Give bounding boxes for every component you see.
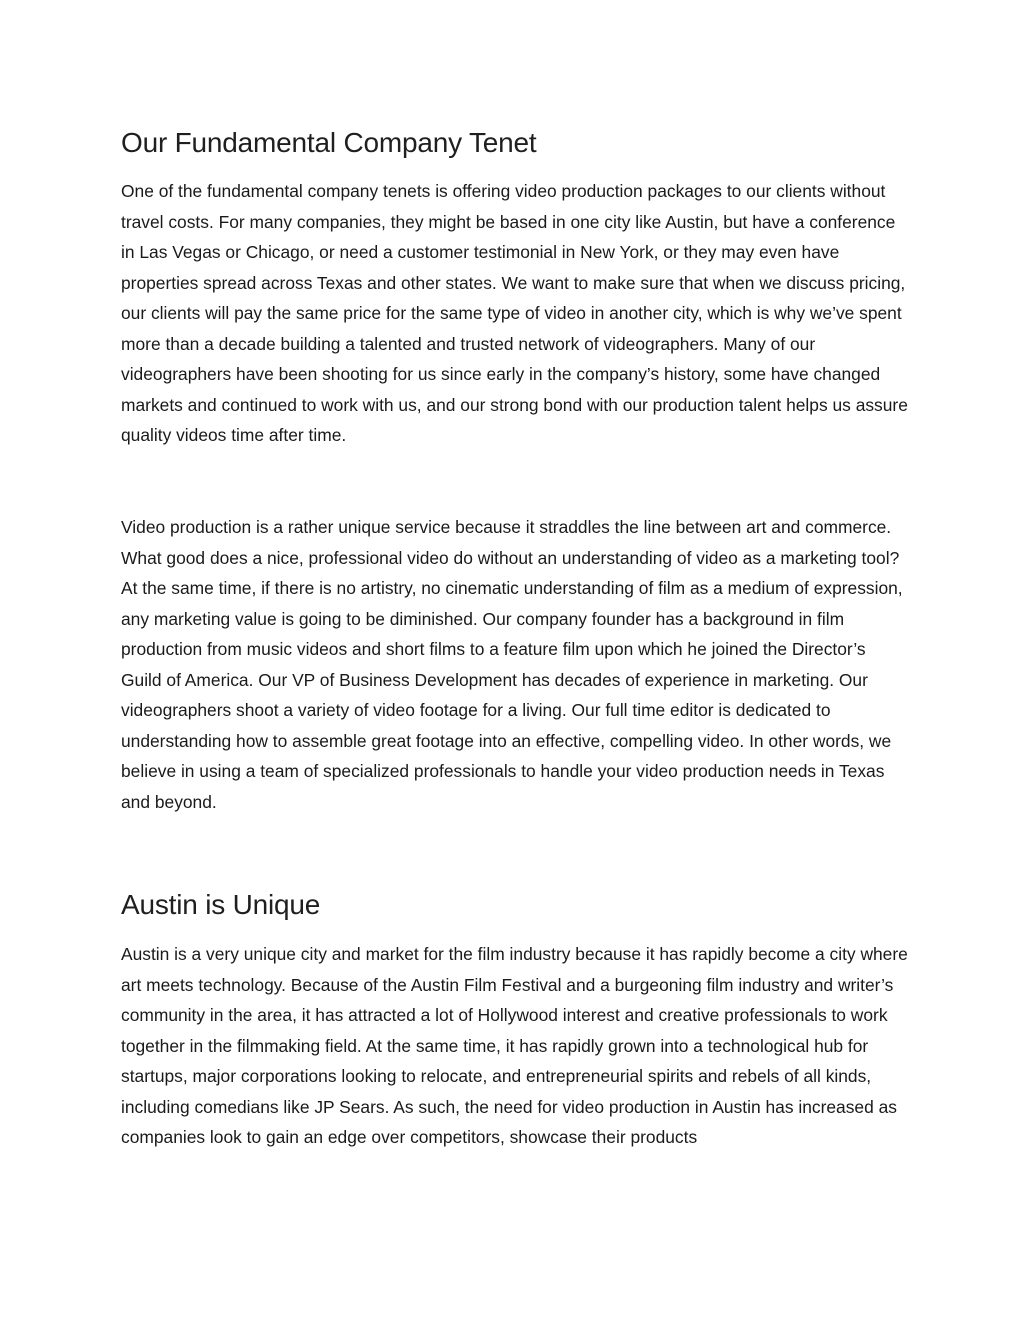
paragraph-art-and-commerce: Video production is a rather unique service because it straddles the line between art and commerce. What good does a nice, professional video do without an understanding of video as a marketing tool? At the same time, if there is no artistry, no cinematic understanding of film as a medium of expression, any marketing value is going to be diminished. Our company founder has a background in film production from music videos and short films to a feature film upon which he joined the Director’s Guild of America. Our VP of Business Development has decades of experience in marketing. Our videographers shoot a variety of video footage for a living. Our full time editor is dedicated to understanding how to assemble great footage into an effective, compelling video. In other words, we believe in using a team of specialized professionals to handle your video production needs in Texas and beyond.: [121, 517, 903, 812]
paragraph-travel-costs: One of the fundamental company tenets is offering video production packages to our clients without travel costs. For many companies, they might be based in one city like Austin, but have a conference in Las Vegas or Chicago, or need a customer testimonial in New York, or they may even have properties spread across Texas and other states. We want to make sure that when we discuss pricing, our clients will pay the same price for the same type of video in another city, which is why we’ve spent more than a decade building a talented and trusted network of videographers. Many of our videographers have been shooting for us since early in the company’s history, some have changed markets and continued to work with us, and our strong bond with our production talent helps us assure quality videos time after time.: [121, 181, 908, 445]
section-heading-company-tenet: Our Fundamental Company Tenet: [121, 127, 537, 158]
paragraph-austin-market: Austin is a very unique city and market for the film industry because it has rapidly become a city where art meets technology. Because of the Austin Film Festival and a burgeoning film industry and writer’s community in the area, it has attracted a lot of Hollywood interest and creative professionals to work together in the filmmaking field. At the same time, it has rapidly grown into a technological hub for startups, major corporations looking to relocate, and entrepreneurial spirits and rebels of all kinds, including comedians like JP Sears. As such, the need for video production in Austin has increased as companies look to gain an edge over competitors, showcase their products: [121, 944, 908, 1147]
section-heading-austin-unique: Austin is Unique: [121, 889, 321, 920]
